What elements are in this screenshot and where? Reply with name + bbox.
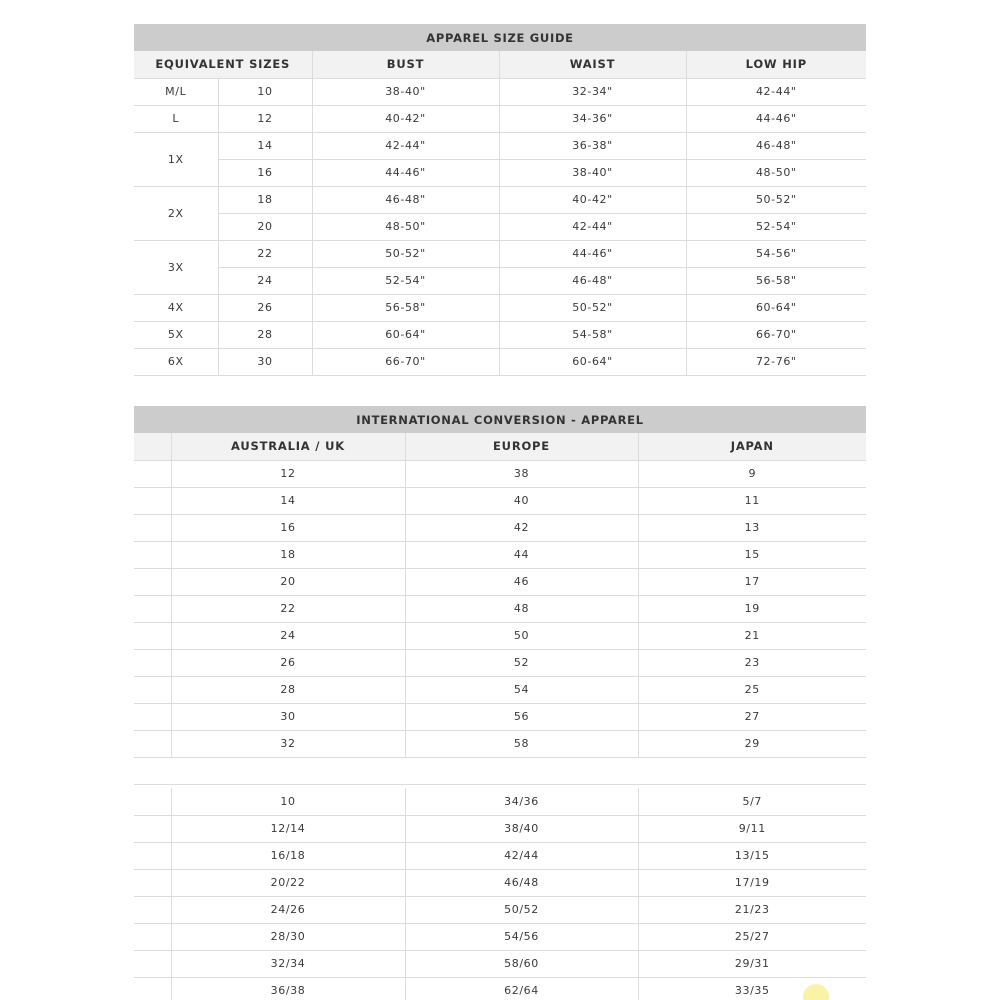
waist-cell: 34-36" [499, 105, 686, 132]
header-equivalent-sizes: EQUIVALENT SIZES [134, 51, 312, 78]
header-bust: BUST [312, 51, 499, 78]
row-blank-cell [134, 730, 171, 757]
bust-cell: 66-70" [312, 348, 499, 375]
japan-cell: 9 [638, 460, 866, 487]
table-row [134, 514, 866, 541]
australia-uk-cell: 16 [171, 514, 405, 541]
table-row [134, 869, 866, 896]
table-row [134, 132, 866, 159]
letter-size-cell: 3X [134, 240, 218, 294]
australia-uk-cell: 20 [171, 568, 405, 595]
row-blank-cell [134, 842, 171, 869]
header-waist: WAIST [499, 51, 686, 78]
australia-uk-cell: 24/26 [171, 896, 405, 923]
bust-cell: 56-58" [312, 294, 499, 321]
japan-cell: 11 [638, 487, 866, 514]
japan-cell: 13 [638, 514, 866, 541]
letter-size-cell: 1X [134, 132, 218, 186]
australia-uk-cell: 12 [171, 460, 405, 487]
waist-cell: 36-38" [499, 132, 686, 159]
row-blank-cell [134, 950, 171, 977]
number-size-cell: 14 [218, 132, 312, 159]
table-row [134, 267, 866, 294]
bust-cell: 50-52" [312, 240, 499, 267]
letter-size-cell: 6X [134, 348, 218, 375]
australia-uk-cell: 16/18 [171, 842, 405, 869]
header-europe: EUROPE [405, 433, 638, 460]
low-hip-cell: 46-48" [686, 132, 866, 159]
table-row [134, 186, 866, 213]
australia-uk-cell: 18 [171, 541, 405, 568]
japan-cell: 17 [638, 568, 866, 595]
bust-cell: 44-46" [312, 159, 499, 186]
bust-cell: 52-54" [312, 267, 499, 294]
waist-cell: 40-42" [499, 186, 686, 213]
japan-cell: 23 [638, 649, 866, 676]
letter-size-cell: 4X [134, 294, 218, 321]
europe-cell: 46 [405, 568, 638, 595]
header-low-hip: LOW HIP [686, 51, 866, 78]
low-hip-cell: 72-76" [686, 348, 866, 375]
table-row [134, 622, 866, 649]
australia-uk-cell: 36/38 [171, 977, 405, 1000]
size-guide-header-row [134, 51, 866, 78]
number-size-cell: 28 [218, 321, 312, 348]
intl-header-row [134, 433, 866, 460]
table-row [134, 977, 866, 1000]
row-blank-cell [134, 541, 171, 568]
waist-cell: 42-44" [499, 213, 686, 240]
size-guide-title: APPAREL SIZE GUIDE [134, 24, 866, 51]
row-blank-cell [134, 703, 171, 730]
europe-cell: 58 [405, 730, 638, 757]
intl-title-row [134, 406, 866, 433]
table-row [134, 703, 866, 730]
table-row [134, 788, 866, 815]
europe-cell: 56 [405, 703, 638, 730]
row-blank-cell [134, 869, 171, 896]
australia-uk-cell: 28/30 [171, 923, 405, 950]
table-row [134, 595, 866, 622]
low-hip-cell: 60-64" [686, 294, 866, 321]
japan-cell: 25 [638, 676, 866, 703]
bust-cell: 40-42" [312, 105, 499, 132]
bust-cell: 42-44" [312, 132, 499, 159]
row-blank-cell [134, 923, 171, 950]
intl-header-blank [134, 433, 171, 460]
number-size-cell: 24 [218, 267, 312, 294]
table-row [134, 321, 866, 348]
waist-cell: 46-48" [499, 267, 686, 294]
table-row [134, 896, 866, 923]
europe-cell: 34/36 [405, 788, 638, 815]
bust-cell: 60-64" [312, 321, 499, 348]
japan-cell: 29/31 [638, 950, 866, 977]
australia-uk-cell: 12/14 [171, 815, 405, 842]
table-row [134, 649, 866, 676]
japan-cell: 21 [638, 622, 866, 649]
australia-uk-cell: 28 [171, 676, 405, 703]
row-blank-cell [134, 622, 171, 649]
row-blank-cell [134, 896, 171, 923]
waist-cell: 60-64" [499, 348, 686, 375]
europe-cell: 42/44 [405, 842, 638, 869]
letter-size-cell: 5X [134, 321, 218, 348]
europe-cell: 42 [405, 514, 638, 541]
table-row [134, 460, 866, 487]
japan-cell: 9/11 [638, 815, 866, 842]
table-row [134, 487, 866, 514]
europe-cell: 50 [405, 622, 638, 649]
size-guide-title-row [134, 24, 866, 51]
low-hip-cell: 42-44" [686, 78, 866, 105]
japan-cell: 15 [638, 541, 866, 568]
europe-cell: 38/40 [405, 815, 638, 842]
waist-cell: 54-58" [499, 321, 686, 348]
waist-cell: 50-52" [499, 294, 686, 321]
low-hip-cell: 50-52" [686, 186, 866, 213]
japan-cell: 21/23 [638, 896, 866, 923]
number-size-cell: 22 [218, 240, 312, 267]
europe-cell: 52 [405, 649, 638, 676]
table-row [134, 730, 866, 757]
table-row [134, 159, 866, 186]
international-conversion-table [134, 406, 866, 785]
table-row [134, 842, 866, 869]
letter-size-cell: L [134, 105, 218, 132]
apparel-size-guide-table [134, 24, 866, 376]
low-hip-cell: 66-70" [686, 321, 866, 348]
europe-cell: 58/60 [405, 950, 638, 977]
waist-cell: 38-40" [499, 159, 686, 186]
row-blank-cell [134, 649, 171, 676]
row-blank-cell [134, 788, 171, 815]
australia-uk-cell: 14 [171, 487, 405, 514]
number-size-cell: 12 [218, 105, 312, 132]
row-blank-cell [134, 568, 171, 595]
australia-uk-cell: 24 [171, 622, 405, 649]
row-blank-cell [134, 977, 171, 1000]
table-row [134, 923, 866, 950]
table-row [134, 240, 866, 267]
australia-uk-cell: 32/34 [171, 950, 405, 977]
table-row [134, 541, 866, 568]
europe-cell: 44 [405, 541, 638, 568]
table-row [134, 815, 866, 842]
row-blank-cell [134, 815, 171, 842]
table-spacer-row [134, 757, 866, 784]
row-blank-cell [134, 514, 171, 541]
australia-uk-cell: 20/22 [171, 869, 405, 896]
australia-uk-cell: 10 [171, 788, 405, 815]
europe-cell: 48 [405, 595, 638, 622]
table-row [134, 348, 866, 375]
spacer-cell [134, 757, 866, 784]
low-hip-cell: 52-54" [686, 213, 866, 240]
japan-cell: 33/35 [638, 977, 866, 1000]
europe-cell: 40 [405, 487, 638, 514]
europe-cell: 62/64 [405, 977, 638, 1000]
japan-cell: 27 [638, 703, 866, 730]
low-hip-cell: 44-46" [686, 105, 866, 132]
europe-cell: 54 [405, 676, 638, 703]
row-blank-cell [134, 460, 171, 487]
bust-cell: 38-40" [312, 78, 499, 105]
number-size-cell: 18 [218, 186, 312, 213]
japan-cell: 29 [638, 730, 866, 757]
header-japan: JAPAN [638, 433, 866, 460]
table-row [134, 676, 866, 703]
europe-cell: 54/56 [405, 923, 638, 950]
number-size-cell: 16 [218, 159, 312, 186]
japan-cell: 25/27 [638, 923, 866, 950]
europe-cell: 38 [405, 460, 638, 487]
australia-uk-cell: 32 [171, 730, 405, 757]
table-row [134, 568, 866, 595]
row-blank-cell [134, 676, 171, 703]
japan-cell: 19 [638, 595, 866, 622]
table-row [134, 105, 866, 132]
australia-uk-cell: 26 [171, 649, 405, 676]
table-row [134, 78, 866, 105]
intl-title: INTERNATIONAL CONVERSION - APPAREL [134, 406, 866, 433]
bust-cell: 48-50" [312, 213, 499, 240]
bust-cell: 46-48" [312, 186, 499, 213]
europe-cell: 46/48 [405, 869, 638, 896]
header-australia-uk: AUSTRALIA / UK [171, 433, 405, 460]
low-hip-cell: 56-58" [686, 267, 866, 294]
row-blank-cell [134, 595, 171, 622]
low-hip-cell: 54-56" [686, 240, 866, 267]
waist-cell: 44-46" [499, 240, 686, 267]
japan-cell: 17/19 [638, 869, 866, 896]
number-size-cell: 20 [218, 213, 312, 240]
europe-cell: 50/52 [405, 896, 638, 923]
letter-size-cell: 2X [134, 186, 218, 240]
international-conversion-table-ranges [134, 788, 866, 1000]
australia-uk-cell: 30 [171, 703, 405, 730]
letter-size-cell: M/L [134, 78, 218, 105]
table-row [134, 950, 866, 977]
japan-cell: 13/15 [638, 842, 866, 869]
waist-cell: 32-34" [499, 78, 686, 105]
row-blank-cell [134, 487, 171, 514]
number-size-cell: 26 [218, 294, 312, 321]
low-hip-cell: 48-50" [686, 159, 866, 186]
australia-uk-cell: 22 [171, 595, 405, 622]
table-row [134, 294, 866, 321]
number-size-cell: 30 [218, 348, 312, 375]
table-row [134, 213, 866, 240]
number-size-cell: 10 [218, 78, 312, 105]
japan-cell: 5/7 [638, 788, 866, 815]
